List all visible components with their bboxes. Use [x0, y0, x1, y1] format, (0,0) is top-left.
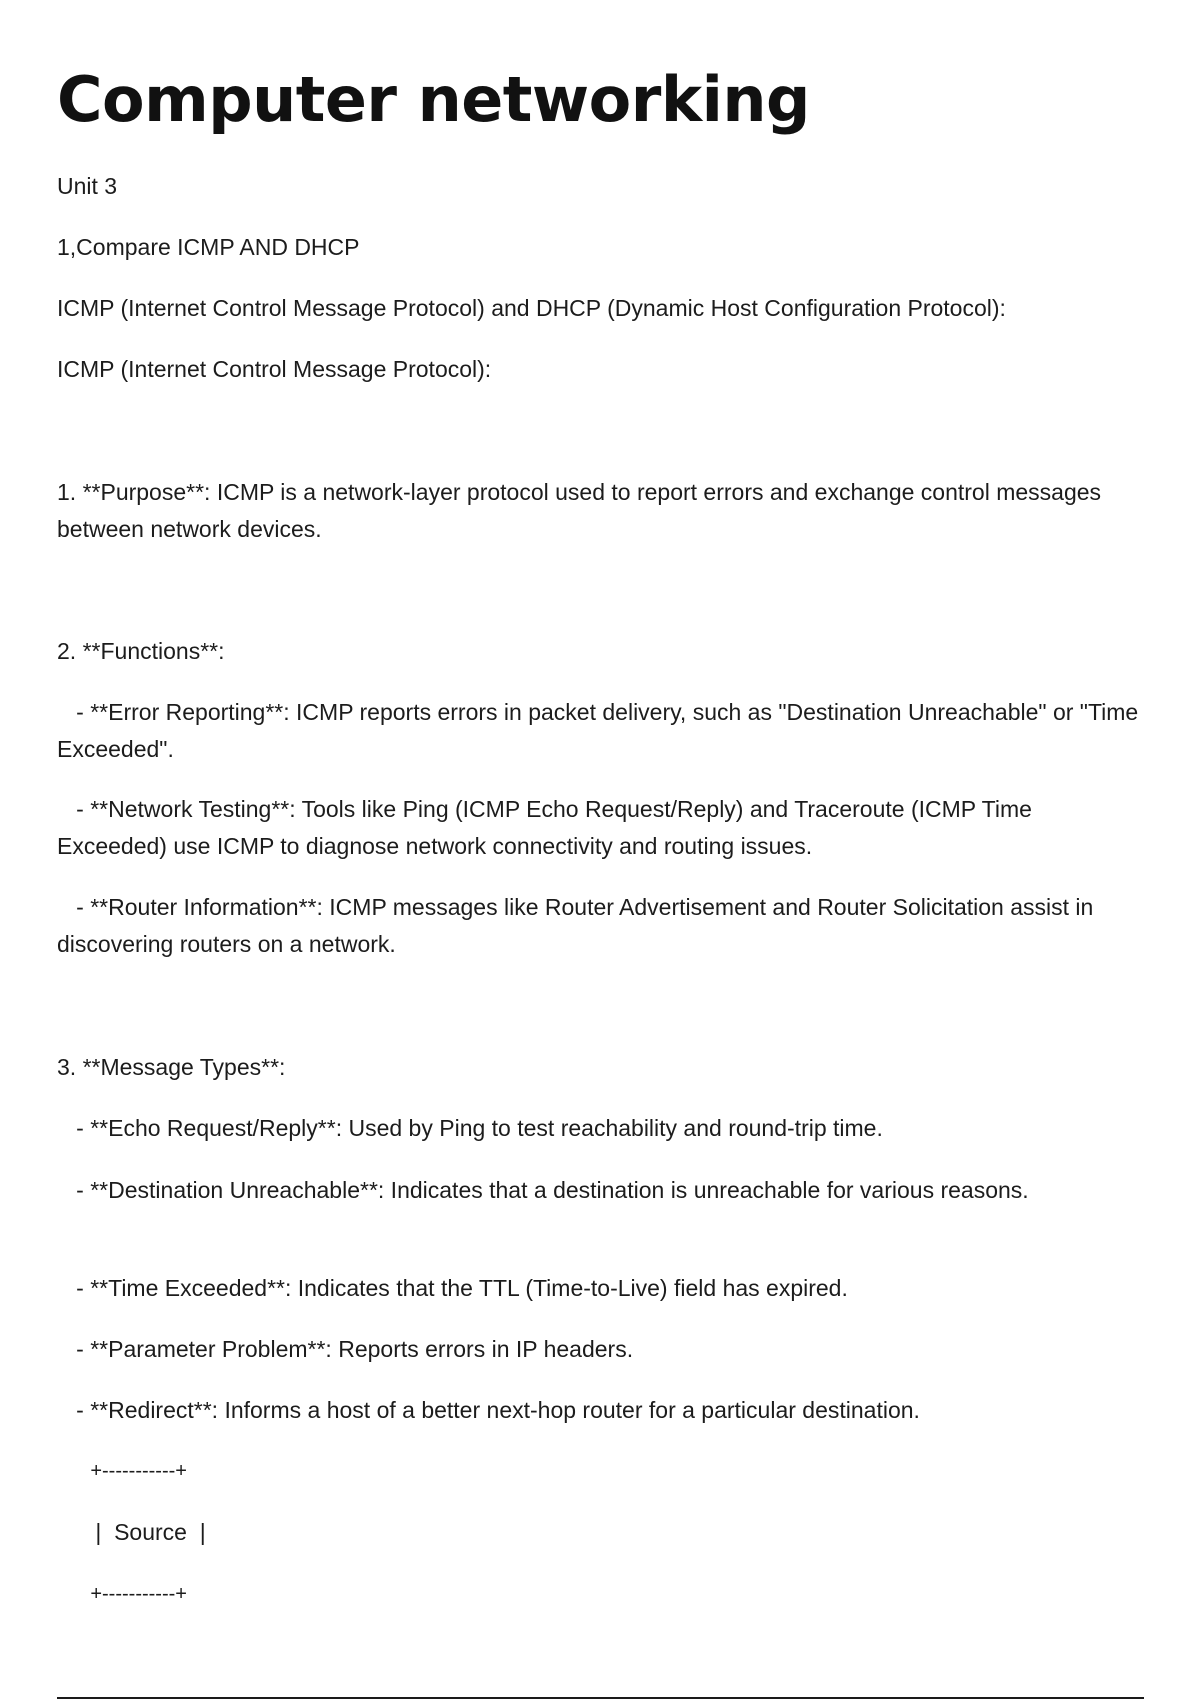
- function-item-error-reporting: - **Error Reporting**: ICMP reports errors in packet delivery, such as "Destination Unreachable" or "Time Exceeded".: [57, 699, 1145, 762]
- icmp-heading: ICMP (Internet Control Message Protocol):: [57, 356, 492, 382]
- message-type-parameter-problem: - **Parameter Problem**: Reports errors in IP headers.: [57, 1336, 634, 1362]
- diagram-source-box: | Source |: [57, 1519, 206, 1545]
- document-title: Computer networking: [57, 63, 810, 136]
- message-type-time-exceeded: - **Time Exceeded**: Indicates that the TTL (Time-to-Live) field has expired.: [57, 1275, 848, 1301]
- functions-heading: 2. **Functions**:: [57, 638, 225, 664]
- diagram-border-bottom: +-----------+: [57, 1583, 187, 1605]
- question-text: 1,Compare ICMP AND DHCP: [57, 234, 360, 260]
- message-type-echo: - **Echo Request/Reply**: Used by Ping to test reachability and round-trip time.: [57, 1115, 883, 1141]
- message-type-redirect: - **Redirect**: Informs a host of a better next-hop router for a particular destination.: [57, 1397, 920, 1423]
- page-bottom-rule: [57, 1697, 1144, 1699]
- message-types-heading: 3. **Message Types**:: [57, 1054, 286, 1080]
- message-type-destination-unreachable: - **Destination Unreachable**: Indicates that a destination is unreachable for various reasons.: [57, 1177, 1029, 1203]
- function-item-router-information: - **Router Information**: ICMP messages like Router Advertisement and Router Solicitation assist in discovering routers on a network.: [57, 894, 1100, 957]
- function-item-network-testing: - **Network Testing**: Tools like Ping (ICMP Echo Request/Reply) and Traceroute (ICMP Time Exceeded) use ICMP to diagnose network connectivity and routing issues.: [57, 796, 1039, 859]
- purpose-paragraph: 1. **Purpose**: ICMP is a network-layer protocol used to report errors and exchange control messages between network devices.: [57, 479, 1108, 542]
- unit-label: Unit 3: [57, 173, 118, 199]
- diagram-border-top: +-----------+: [57, 1460, 187, 1482]
- intro-text: ICMP (Internet Control Message Protocol) and DHCP (Dynamic Host Configuration Protocol):: [57, 295, 1006, 321]
